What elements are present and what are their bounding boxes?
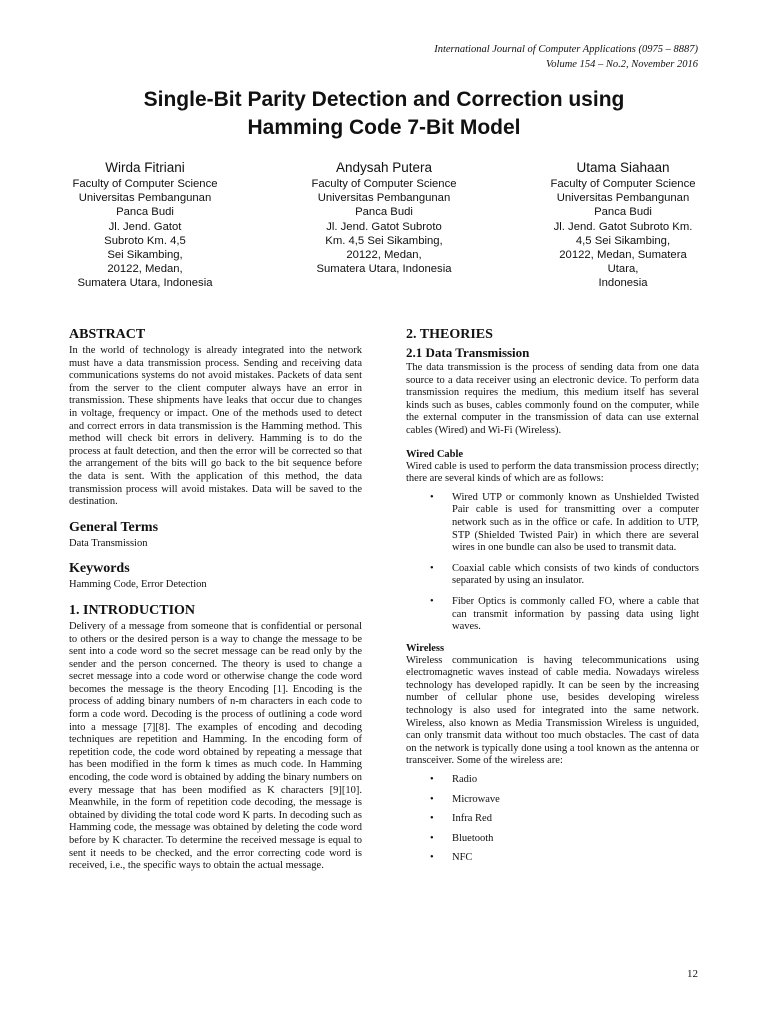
general-terms-text: Data Transmission xyxy=(69,537,148,549)
author-affiliation-line: 20122, Medan, xyxy=(346,249,422,262)
author-2 xyxy=(289,158,479,291)
list-item-text: Radio xyxy=(452,774,478,786)
page-number: 12 xyxy=(687,968,698,980)
list-item xyxy=(406,833,699,846)
data-transmission-heading: 2.1 Data Transmission xyxy=(406,345,530,360)
bullet-icon: • xyxy=(430,852,434,864)
list-item-text: Bluetooth xyxy=(452,832,494,844)
author-name: Wirda Fitriani xyxy=(105,160,185,175)
author-affiliation-line: Panca Budi xyxy=(594,206,652,219)
list-item xyxy=(406,852,699,865)
bullet-icon: • xyxy=(430,793,434,805)
author-name: Utama Siahaan xyxy=(576,160,670,175)
paper-title xyxy=(60,86,708,142)
author-name: Andysah Putera xyxy=(335,160,433,175)
author-affiliation-line: Sumatera Utara, Indonesia xyxy=(316,263,452,276)
wireless-heading: Wireless xyxy=(406,642,445,654)
author-affiliation-line: Sei Sikambing, xyxy=(107,249,183,262)
list-item xyxy=(406,492,699,555)
author-affiliation-line: Jl. Jend. Gatot xyxy=(108,220,182,233)
list-item-text: Coaxial cable which consists of two kinds of conductors separated by using an insulator. xyxy=(452,562,699,587)
list-item-text: NFC xyxy=(452,852,473,864)
author-affiliation-line: Utara, xyxy=(607,263,639,276)
right-column xyxy=(406,326,699,873)
author-affiliation-line: Subroto Km. 4,5 xyxy=(104,234,186,247)
author-affiliation-line: Panca Budi xyxy=(355,206,413,219)
left-column xyxy=(69,326,362,873)
wireless-list xyxy=(406,774,699,865)
data-transmission-text: The data transmission is the process of sending data from one data source to a data receiver using an electronic device. To perform data transmission requires the medium, this medium itself has several kinds such as buses, cables commonly found on the computer, while the external computer in the transmission of data can use external cables (Wired) and Wi-Fi (Wireless). xyxy=(406,362,699,436)
author-affiliation-line: Faculty of Computer Science xyxy=(72,178,218,190)
introduction-text: Delivery of a message from someone that is confidential or personal to others or the desired person is a way to change the message to be sent into a code word so the secret message can be read only by the sender and the person concerned. The theory is used to change a secret message into a code word or otherwise change the code word becomes the message is the theory Encoding [1]. Encoding is the process of adding binary numbers of n-m characters in each code to form a code word. Decoding is the process of outlining a code word into a message [7][8]. The examples of encoding and decoding techniques are repetition and Hamming. In the encoding form of repetition code, the code word obtained by repeating a message that has been modified in the form k times as much code. In Hamming encoding, the code word is obtained by adding the binary numbers on every message that has been modified as K characters [9][10]. Meanwhile, in the form of repetition code decoding, the message is obtained by dividing the total code word K parts. In decoding such as Hamming code, the message was obtained by deleting the code word before by K character. To determine the received message is equal to sent it needs to be checked, and the error correcting code word is received, i.e., the specific ways to obtain the actual message. xyxy=(69,620,362,872)
list-item xyxy=(406,563,699,588)
list-item-text: Infra Red xyxy=(452,813,492,825)
introduction-heading: 1. INTRODUCTION xyxy=(69,602,196,618)
wireless-text: Wireless communication is having telecommunications using electromagnetic waves instead of cable media. Nowadays wireless technology has developed rapidly. It can be seen by the increasing number of cellular phone use, besides developing wireless technology is also used for integrated into the same network. Wireless, also known as Media Transmission Wireless is unguided, can only transmit data without too much obstacles. The cast of data on the network is typically done using a tool known as the antenna or transceiver. Some of the wireless are: xyxy=(406,654,699,767)
bullet-icon: • xyxy=(430,595,434,607)
list-item xyxy=(406,813,699,826)
abstract-heading: ABSTRACT xyxy=(69,327,146,342)
title-line-2: Hamming Code 7-Bit Model xyxy=(247,116,521,139)
author-affiliation-line: Universitas Pembangunan xyxy=(556,192,690,205)
list-item-text: Fiber Optics is commonly called FO, where a cable that can transmit information by passing data using light waves. xyxy=(452,595,699,633)
author-list xyxy=(50,158,718,291)
author-affiliation-line: 20122, Medan, Sumatera xyxy=(559,249,687,262)
journal-volume: Volume 154 – No.2, November 2016 xyxy=(546,59,698,70)
abstract-text: In the world of technology is already integrated into the network must have a data transmission process. Sending and receiving data communications systems do not avoid mistakes. Packets of data sent from the server to the client computer always have an error in transmission. These shipments have leaks that occur due to changes in voltage, frequency or impact. One of the methods used to detect and correct errors in data transmission is the Hamming method. This method will check bit errors in delivery. Hamming is to do the process at fault detection, and then the error will be corrected so that the arrangement of the bits will go back to the bit sequence before the data is sent. With the application of this method, the data transmission process will avoid mistakes. Data will be saved to the destination. xyxy=(69,345,362,508)
author-affiliation-line: Jl. Jend. Gatot Subroto xyxy=(326,220,442,233)
bullet-icon: • xyxy=(430,832,434,844)
general-terms-heading: General Terms xyxy=(69,519,159,535)
author-affiliation-line: Panca Budi xyxy=(116,206,174,219)
author-affiliation-line: Jl. Jend. Gatot Subroto Km. xyxy=(553,220,693,233)
bullet-icon: • xyxy=(430,562,434,574)
keywords-heading: Keywords xyxy=(69,561,130,577)
title-line-1: Single-Bit Parity Detection and Correction using xyxy=(143,88,625,111)
bullet-icon: • xyxy=(430,774,434,786)
author-affiliation-line: 20122, Medan, xyxy=(107,263,183,276)
author-affiliation-line: Faculty of Computer Science xyxy=(550,178,696,190)
author-affiliation-line: Faculty of Computer Science xyxy=(311,178,457,190)
author-3 xyxy=(528,158,718,291)
wired-cable-text: Wired cable is used to perform the data transmission process directly; there are several kinds of which are as follows: xyxy=(406,460,699,485)
list-item xyxy=(406,774,699,787)
author-affiliation-line: Indonesia xyxy=(598,277,648,290)
author-affiliation-line: Km. 4,5 Sei Sikambing, xyxy=(325,234,443,247)
list-item xyxy=(406,596,699,634)
journal-name: International Journal of Computer Applications (0975 – 8887) xyxy=(434,44,698,55)
author-affiliation-line: Universitas Pembangunan xyxy=(317,192,451,205)
bullet-icon: • xyxy=(430,813,434,825)
list-item xyxy=(406,794,699,807)
list-item-text: Wired UTP or commonly known as Unshielded Twisted Pair cable is used for transmitting over a computer network such as in the office or cafe. In addition to UTP, STP (Shielded Twisted Pair) in which there are several wires in one bundle can also be used to transmit data. xyxy=(452,491,699,554)
wired-cable-heading: Wired Cable xyxy=(406,448,464,460)
theories-heading: 2. THEORIES xyxy=(406,327,493,342)
author-affiliation-line: 4,5 Sei Sikambing, xyxy=(575,234,671,247)
keywords-text: Hamming Code, Error Detection xyxy=(69,579,207,591)
list-item-text: Microwave xyxy=(452,793,500,805)
author-affiliation-line: Sumatera Utara, Indonesia xyxy=(77,277,213,290)
author-affiliation-line: Universitas Pembangunan xyxy=(78,192,212,205)
journal-header xyxy=(434,42,698,72)
author-1 xyxy=(50,158,240,291)
wired-cable-list xyxy=(406,492,699,634)
bullet-icon: • xyxy=(430,491,434,503)
